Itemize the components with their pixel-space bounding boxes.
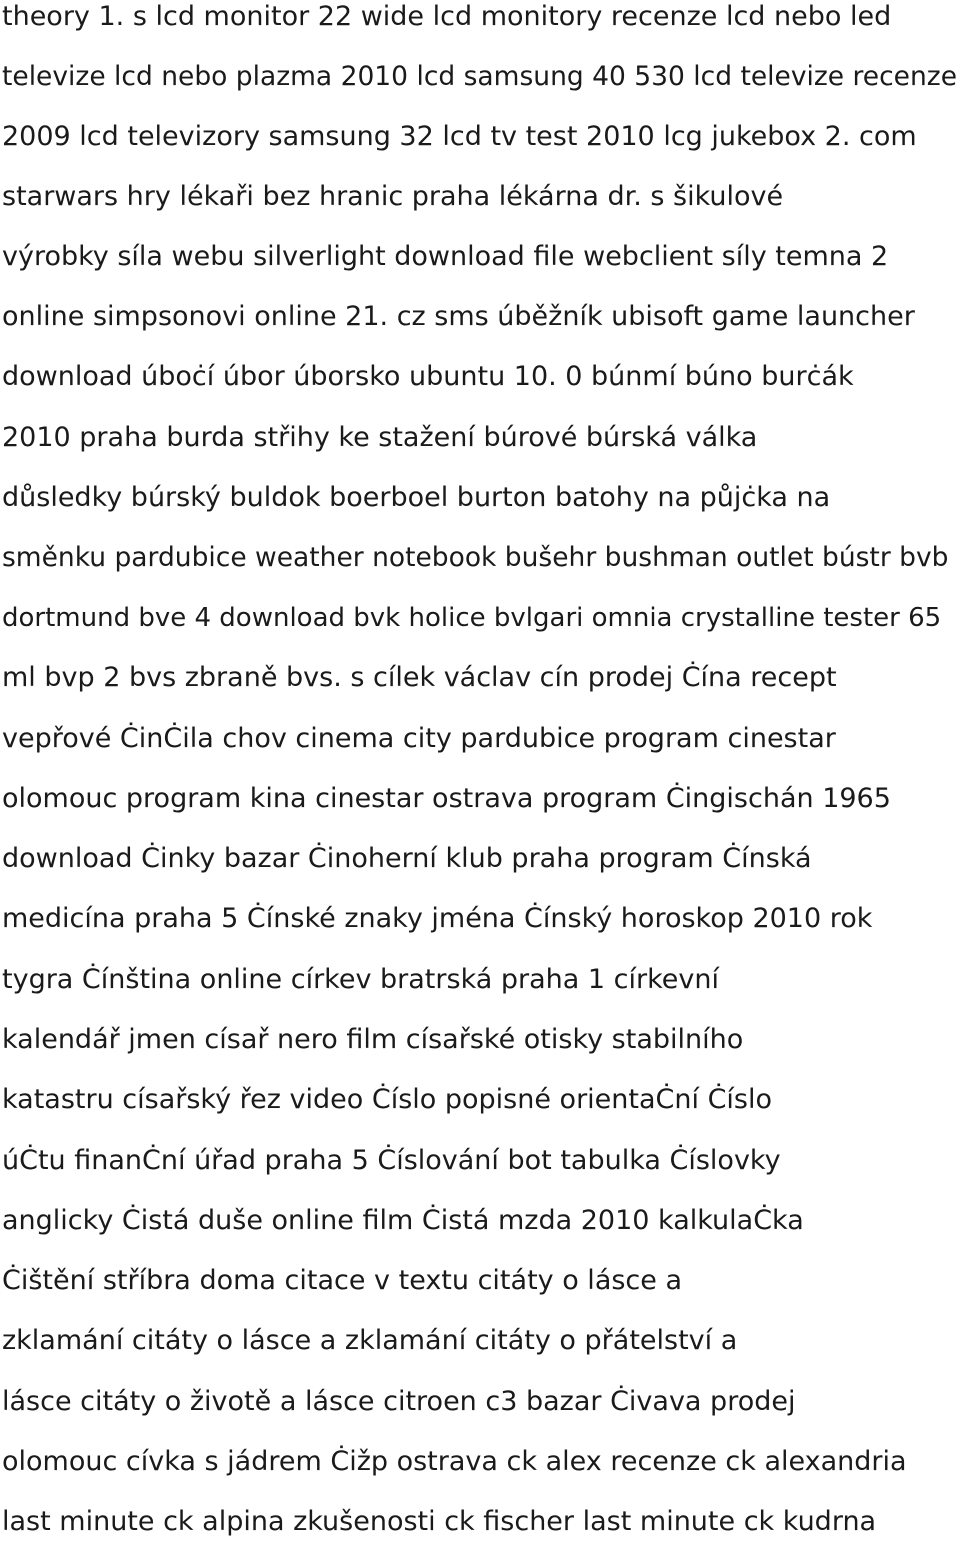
text-line: download úboċí úbor úborsko ubuntu 10. 0 búnmí búno burċák bbox=[2, 361, 854, 392]
text-line: tygra Ċínština online církev bratrská praha 1 církevní bbox=[2, 964, 719, 995]
text-line: úĊtu finanĊní úřad praha 5 Ċíslování bot tabulka Ċíslovky bbox=[2, 1145, 781, 1176]
text-line: olomouc program kina cinestar ostrava program Ċingischán 1965 bbox=[2, 783, 891, 814]
text-line: důsledky búrský buldok boerboel burton batohy na půjċka na bbox=[2, 482, 831, 513]
text-line: dortmund bve 4 download bvk holice bvlgari omnia crystalline tester 65 bbox=[2, 603, 942, 633]
text-line: download Ċinky bazar Ċinoherní klub praha program Ċínská bbox=[2, 843, 812, 874]
text-line: ml bvp 2 bvs zbraně bvs. s cílek václav cín prodej Ċína recept bbox=[2, 662, 837, 693]
text-line: katastru císařský řez video Ċíslo popisné orientaĊní Ċíslo bbox=[2, 1084, 773, 1115]
text-line: theory 1. s lcd monitor 22 wide lcd monitory recenze lcd nebo led bbox=[2, 1, 892, 32]
text-line: kalendář jmen císař nero film císařské otisky stabilního bbox=[2, 1024, 744, 1055]
text-line: anglicky Ċistá duše online film Ċistá mzda 2010 kalkulaĊka bbox=[2, 1205, 804, 1236]
text-line: olomouc cívka s jádrem Ċižp ostrava ck alex recenze ck alexandria bbox=[2, 1446, 907, 1477]
text-line: last minute ck alpina zkušenosti ck fischer last minute ck kudrna bbox=[2, 1506, 877, 1537]
text-line: starwars hry lékaři bez hranic praha lékárna dr. s šikulové bbox=[2, 181, 784, 212]
text-line: medicína praha 5 Ċínské znaky jména Ċínský horoskop 2010 rok bbox=[2, 903, 873, 934]
text-line: 2009 lcd televizory samsung 32 lcd tv test 2010 lcg jukebox 2. com bbox=[2, 121, 917, 152]
text-line: lásce citáty o životě a lásce citroen c3 bazar Ċivava prodej bbox=[2, 1386, 796, 1417]
text-line: online simpsonovi online 21. cz sms úběžník ubisoft game launcher bbox=[2, 301, 915, 332]
text-line: zklamání citáty o lásce a zklamání citáty o přátelství a bbox=[2, 1325, 738, 1356]
text-line: televize lcd nebo plazma 2010 lcd samsung 40 530 lcd televize recenze bbox=[2, 61, 957, 92]
text-line: směnku pardubice weather notebook bušehr bushman outlet bústr bvb bbox=[2, 542, 949, 573]
text-line: výrobky síla webu silverlight download file webclient síly temna 2 bbox=[2, 241, 889, 272]
text-line: vepřové ĊinĊila chov cinema city pardubice program cinestar bbox=[2, 723, 836, 754]
text-line: Ċištění stříbra doma citace v textu citáty o lásce a bbox=[2, 1265, 683, 1296]
text-line: 2010 praha burda střihy ke stažení búrové búrská válka bbox=[2, 422, 758, 453]
